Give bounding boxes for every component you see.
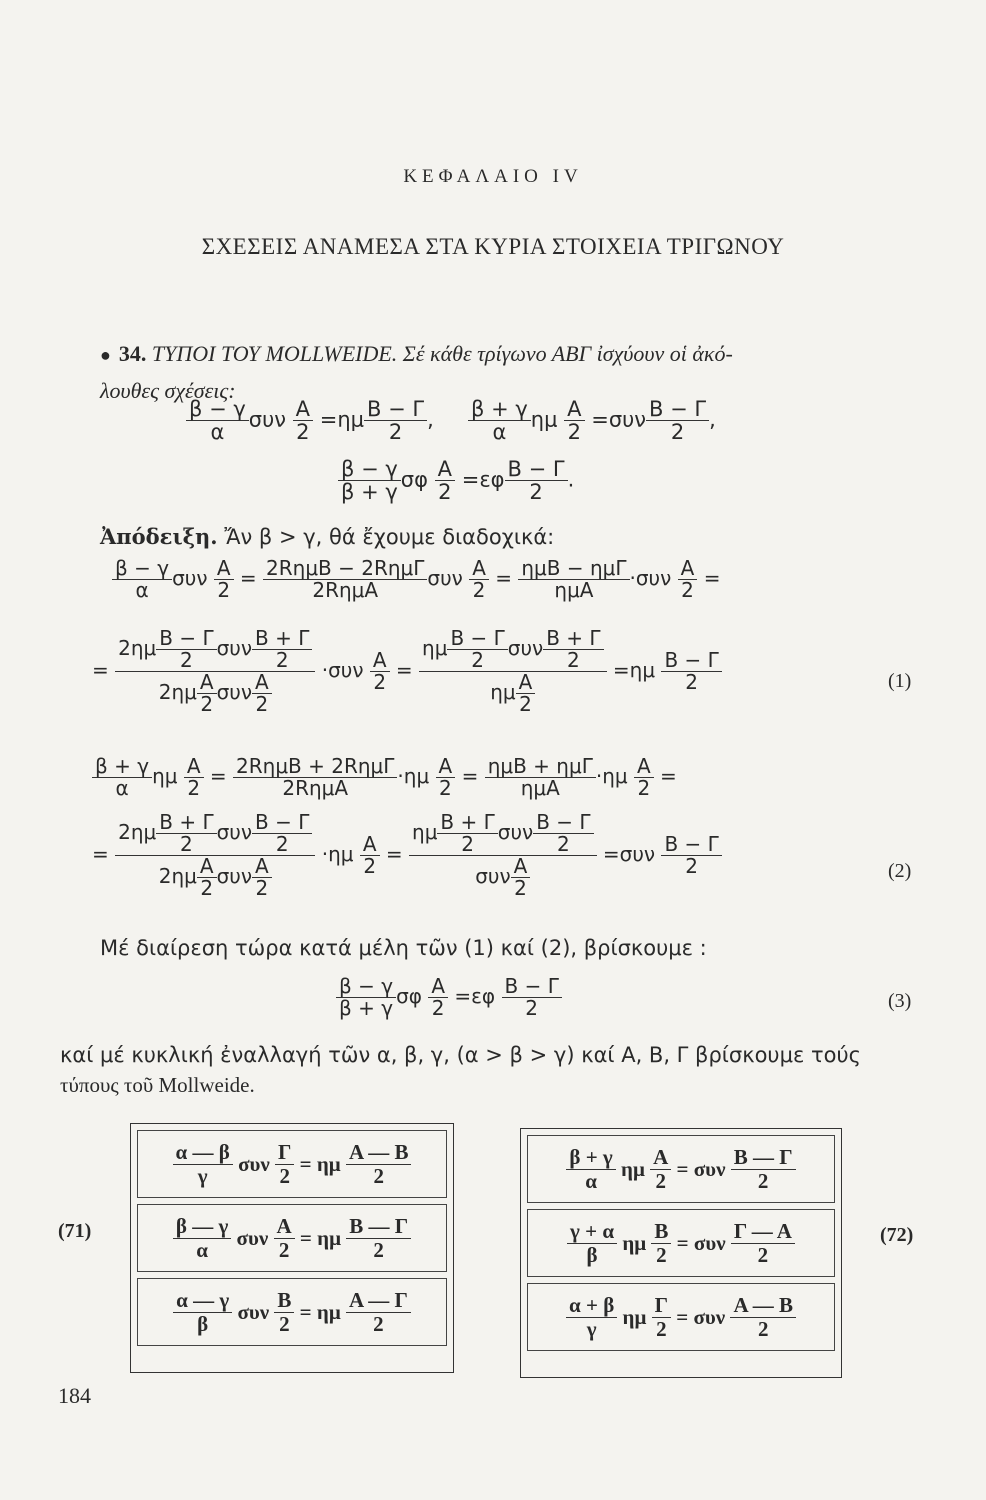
chapter-heading: ΚΕΦΑΛΑΙΟ IV <box>403 166 583 187</box>
derivation-2-line-2: = 2ημ $\frac{B + \Gamma}{2}$ συν $\frac{B - \Gamma}{2}$ 2ημ $\frac{A}{2}$ συν $\frac{A}{2}$ ·ημ $\frac{A}{2}$ = ημ $\frac{B + \Gamma}{2}$ συν $\frac{B - \Gamma}{2}$ συν $\frac{A}{2}$ =συν $\frac{B - \Gamma}{2}$ <box>92 812 722 899</box>
formula-box-71-row: $\frac{\beta — \gamma}{\alpha}$ συν $\frac{A}{2}$ = ημ $\frac{B — \Gamma}{2}$ <box>137 1204 447 1272</box>
closing-line-2: τύπους τοῦ Mollweide. <box>60 1073 255 1097</box>
proof-label: Ἀπόδειξη. <box>100 524 218 549</box>
derivation-1-line-2: = 2ημ $\frac{B - \Gamma}{2}$ συν $\frac{B + \Gamma}{2}$ 2ημ $\frac{A}{2}$ συν $\frac{A}{2}$ ·συν $\frac{A}{2}$ = ημ $\frac{B - \Gamma}{2}$ συν $\frac{B + \Gamma}{2}$ ημ $\frac{A}{2}$ =ημ $\frac{B - \Gamma}{2}$ <box>92 628 722 715</box>
statement-formula-3: $\frac{\beta - \gamma}{\beta + \gamma}$ σφ $\frac{A}{2}$ =εφ $\frac{B - \Gamma}{2}$ . <box>338 458 574 503</box>
equation-label-2: (2) <box>888 860 912 882</box>
derivation-2-line-1: $\frac{\beta + \gamma}{\alpha}$ ημ $\frac{A}{2}$ = $\frac{\text{2RημΒ + 2RημΓ}}{\text{2RημΑ}}$ ·ημ $\frac{A}{2}$ = $\frac{\text{ημΒ + ημΓ}}{\text{ημΑ}}$ ·ημ $\frac{A}{2}$ = <box>92 756 677 799</box>
derivation-1-line-1: $\frac{\beta - \gamma}{\alpha}$ συν $\frac{A}{2}$ = $\frac{\text{2RημΒ − 2RημΓ}}{\text{2RημΑ}}$ συν $\frac{A}{2}$ = $\frac{\text{ημΒ − ημΓ}}{\text{ημΑ}}$ ·συν $\frac{A}{2}$ = <box>112 558 720 601</box>
section-number: 34. <box>118 341 147 366</box>
proof-text: Ἄν β > γ, θά ἔχουμε διαδοχικά: <box>224 525 555 549</box>
formula-box-72 <box>520 1128 842 1378</box>
formula-box-72-row: $\frac{\gamma + \alpha}{\beta}$ ημ $\frac{B}{2}$ = συν $\frac{\Gamma — A}{2}$ <box>527 1209 835 1277</box>
equation-3: $\frac{\beta - \gamma}{\beta + \gamma}$ σφ $\frac{A}{2}$ =εφ $\frac{B - \Gamma}{2}$ <box>336 976 562 1019</box>
chapter-title: ΣΧΕΣΕΙΣ ΑΝΑΜΕΣΑ ΣΤΑ ΚΥΡΙΑ ΣΤΟΙΧΕΙΑ ΤΡΙΓΩΝΟΥ <box>201 234 785 259</box>
statement-formula-1: $\frac{\beta - \gamma}{\alpha}$ συν $\frac{A}{2}$ =ημ $\frac{B - \Gamma}{2}$ , <box>186 398 434 443</box>
formula-box-71-row: $\frac{\alpha — \beta}{\gamma}$ συν $\frac{\Gamma}{2}$ = ημ $\frac{A — B}{2}$ <box>137 1130 447 1198</box>
formula-box-71 <box>130 1123 454 1373</box>
section-text-line1: Σέ κάθε τρίγωνο ΑΒΓ ἰσχύουν οἱ ἀκό- <box>402 341 733 366</box>
section-heading: ΤΥΠΟΙ ΤΟΥ MOLLWEIDE. <box>151 341 398 366</box>
formula-box-72-row: $\frac{\beta + \gamma}{\alpha}$ ημ $\frac{A}{2}$ = συν $\frac{B — \Gamma}{2}$ <box>527 1135 835 1203</box>
section-text-line2: λουθες σχέσεις: <box>100 378 236 403</box>
closing-line-1: καί μέ κυκλική ἐναλλαγή τῶν α, β, γ, (α > β > γ) καί Α, Β, Γ βρίσκουμε τούς <box>60 1043 861 1067</box>
division-text: Μέ διαίρεση τώρα κατά μέλη τῶν (1) καί (2), βρίσκουμε : <box>100 936 707 960</box>
bullet-icon: ● <box>100 345 111 365</box>
page-number: 184 <box>58 1383 91 1408</box>
proof-line <box>100 524 554 549</box>
equation-label-1: (1) <box>888 670 912 692</box>
closing-paragraph <box>60 1040 930 1100</box>
box-label-72: (72) <box>880 1224 914 1246</box>
formula-box-71-row: $\frac{\alpha — \gamma}{\beta}$ συν $\frac{B}{2}$ = ημ $\frac{A — \Gamma}{2}$ <box>137 1278 447 1346</box>
formula-box-72-row: $\frac{\alpha + \beta}{\gamma}$ ημ $\frac{\Gamma}{2}$ = συν $\frac{A — B}{2}$ <box>527 1283 835 1351</box>
statement-formula-2: $\frac{\beta + \gamma}{\alpha}$ ημ $\frac{A}{2}$ =συν $\frac{B - \Gamma}{2}$ , <box>468 398 716 443</box>
equation-label-3: (3) <box>888 990 912 1012</box>
box-label-71: (71) <box>58 1220 92 1242</box>
